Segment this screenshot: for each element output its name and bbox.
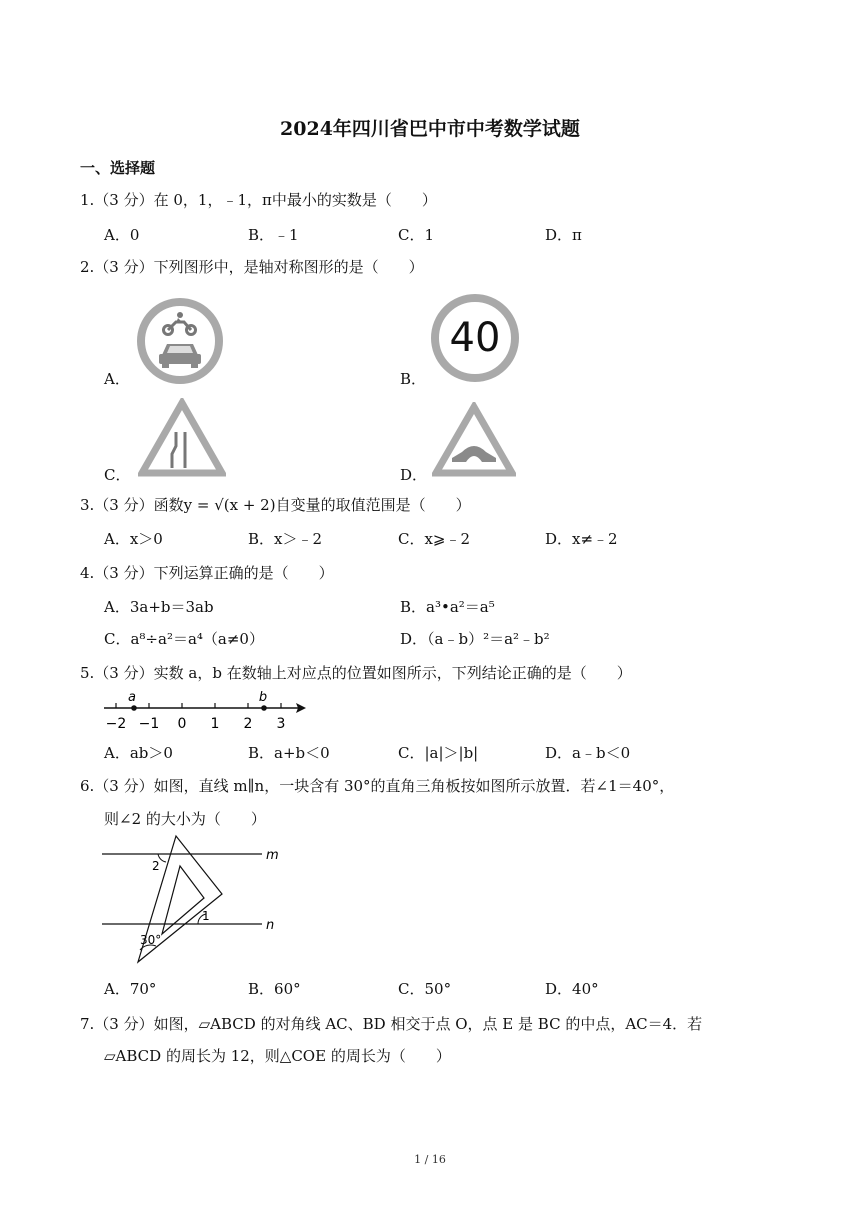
number-line-tick-label: −2 (105, 716, 127, 732)
number-line-tick-label: −1 (138, 716, 160, 732)
page-number: 1 / 16 (414, 1153, 446, 1166)
q1-option-d: D．π (545, 226, 582, 244)
q6-option-c: C．50° (398, 980, 452, 998)
question-1-stem: 1.（3 分）在 0，1，﹣1，π中最小的实数是（ ） (80, 191, 437, 209)
q4-option-c: C．a⁸÷a²＝a⁴（a≠0） (104, 630, 264, 648)
page-title: 2024年四川省巴中市中考数学试题 (280, 118, 580, 140)
q4-option-d: D．（a﹣b）²＝a²﹣b² (400, 630, 550, 648)
q1-option-b: B．﹣1 (248, 226, 299, 244)
number-line-figure (98, 688, 318, 740)
q5-option-b: B．a+b＜0 (248, 744, 330, 762)
triangle-ruler-figure (98, 832, 288, 972)
q3-option-d: D．x≠﹣2 (545, 530, 618, 548)
q2-option-c: C． (104, 466, 131, 484)
angle-2-label: 2 (152, 859, 160, 873)
road-narrows-sign-icon (138, 398, 226, 478)
q4-option-b: B．a³•a²＝a⁵ (400, 598, 495, 616)
q2-option-a: A． (104, 370, 130, 388)
question-2-stem: 2.（3 分）下列图形中，是轴对称图形的是（ ） (80, 258, 424, 276)
q2-option-d: D． (400, 466, 428, 484)
q1-option-a: A．0 (104, 226, 140, 244)
q5-option-a: A．ab＞0 (104, 744, 173, 762)
q3-option-b: B．x＞﹣2 (248, 530, 323, 548)
q4-option-a: A．3a+b＝3ab (104, 598, 214, 616)
question-3-stem: 3.（3 分）函数y = √(x + 2)自变量的取值范围是（ ） (80, 496, 471, 514)
angle-30-label: 30° (140, 933, 162, 947)
no-vehicles-sign-icon (136, 297, 224, 385)
q6-option-d: D．40° (545, 980, 599, 998)
q6-option-b: B．60° (248, 980, 301, 998)
point-a-dot (131, 705, 137, 711)
speed-limit-sign-icon (430, 293, 520, 383)
q3-option-a: A．x＞0 (104, 530, 163, 548)
question-4-stem: 4.（3 分）下列运算正确的是（ ） (80, 564, 334, 582)
q1-option-c: C．1 (398, 226, 435, 244)
section-heading: 一、选择题 (80, 159, 156, 177)
bridge-sign-icon (432, 402, 516, 478)
q5-option-c: C．|a|＞|b| (398, 744, 479, 762)
label-n: n (266, 918, 275, 933)
question-6-stem-line1: 6.（3 分）如图，直线 m∥n，一块含有 30°的直角三角板按如图所示放置．若∠1＝40°， (80, 777, 675, 795)
number-line-tick-label: 2 (243, 716, 253, 732)
point-b-dot (261, 705, 267, 711)
speed-limit-number: 40 (449, 315, 501, 361)
q6-option-a: A．70° (104, 980, 157, 998)
question-7-stem-line1: 7.（3 分）如图，▱ABCD 的对角线 AC、BD 相交于点 O，点 E 是 BC 的中点，AC＝4．若 (80, 1015, 703, 1033)
q3-option-c: C．x⩾﹣2 (398, 530, 471, 548)
q2-option-b: B． (400, 370, 427, 388)
q5-option-d: D．a﹣b＜0 (545, 744, 631, 762)
number-line-tick-label: 1 (210, 716, 220, 732)
number-line-tick-label: 0 (177, 716, 187, 732)
point-b-label: b (258, 690, 268, 705)
question-6-stem-line2: 则∠2 的大小为（ ） (104, 810, 266, 828)
point-a-label: a (128, 690, 136, 705)
question-5-stem: 5.（3 分）实数 a，b 在数轴上对应点的位置如图所示，下列结论正确的是（ ） (80, 664, 632, 682)
question-7-stem-line2: ▱ABCD 的周长为 12，则△COE 的周长为（ ） (104, 1047, 451, 1065)
angle-1-label: 1 (202, 909, 210, 923)
number-line-tick-label: 3 (276, 716, 286, 732)
label-m: m (266, 848, 279, 863)
